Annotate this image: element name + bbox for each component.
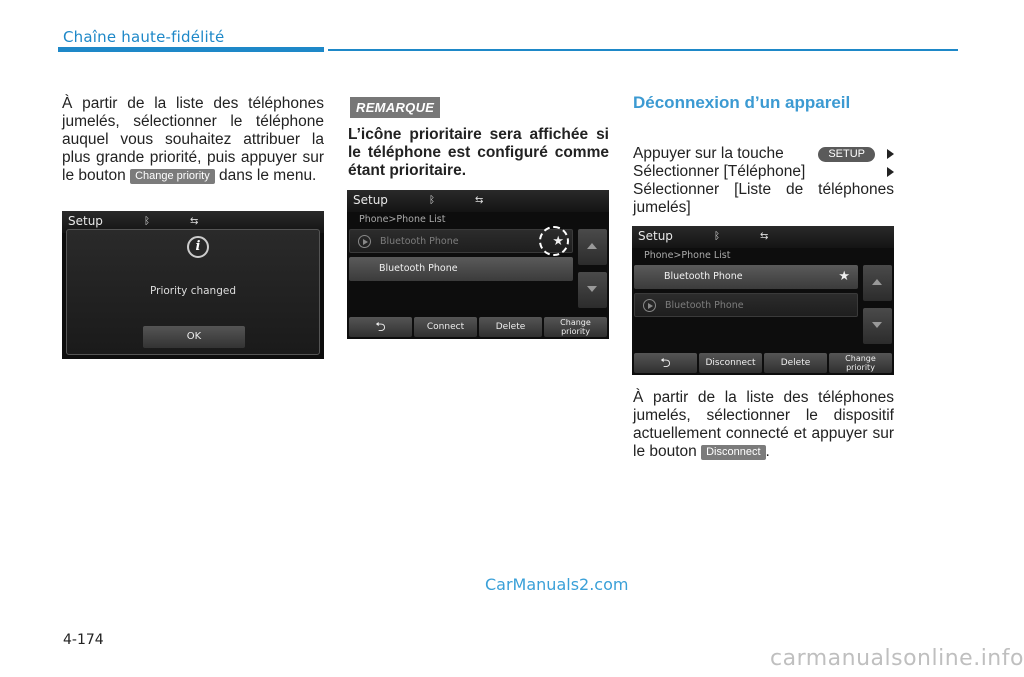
left-paragraph: [62, 95, 324, 185]
screen-topbar: [632, 226, 894, 248]
phone-name: Bluetooth Phone: [380, 236, 459, 247]
phone-list-item-selected[interactable]: [634, 265, 858, 289]
priority-popup: [66, 229, 320, 355]
section-title: Déconnexion d’un appareil: [633, 93, 851, 112]
chapter-title: Chaîne haute-fidélité: [63, 28, 225, 46]
screen-breadcrumb: Phone>Phone List: [644, 250, 731, 261]
right-para-tail: .: [765, 443, 770, 460]
delete-button[interactable]: Delete: [479, 317, 542, 337]
steps-paragraph: [633, 145, 894, 217]
screen-title: Setup: [638, 229, 673, 243]
popup-message: Priority changed: [149, 285, 236, 297]
phone-list-item-selected[interactable]: [349, 257, 573, 281]
step-key-group: [818, 147, 894, 162]
scroll-up-button[interactable]: [863, 265, 892, 301]
phone-list-screen-priority: [347, 190, 609, 339]
priority-star-callout: [539, 226, 569, 256]
right-para-text: À partir de la liste des téléphones jumelés, sélectionner le dispositif actuellement connecté et appuyer sur le bouton: [633, 389, 894, 460]
change-priority-button[interactable]: [829, 353, 892, 373]
watermark-link[interactable]: CarManuals2.com: [485, 575, 629, 594]
usb-icon: ⇆: [190, 216, 199, 227]
info-icon: i: [187, 236, 209, 258]
priority-changed-screen: [62, 211, 324, 359]
back-arrow-icon: ⮌: [660, 355, 671, 371]
scroll-up-button[interactable]: [578, 229, 607, 265]
screen-topbar: [347, 190, 609, 212]
right-paragraph: [633, 389, 894, 461]
disconnect-button-label: Disconnect: [701, 445, 765, 460]
left-para-text: À partir de la liste des téléphones jumelés, sélectionner le téléphone auquel vous souhaitez attribuer la plus grande priorité, puis appuyer sur le bouton: [62, 95, 324, 184]
header-rule-thin: [328, 49, 958, 51]
step-line: [633, 163, 894, 181]
step-1: Sélectionner [Téléphone]: [633, 163, 806, 180]
phone-list-item[interactable]: [634, 293, 858, 317]
delete-button[interactable]: Delete: [764, 353, 827, 373]
scroll-down-button[interactable]: [863, 308, 892, 344]
step-line: [633, 145, 894, 163]
bluetooth-icon: ᛒ: [714, 231, 720, 242]
usb-icon: ⇆: [475, 195, 484, 206]
arrow-icon: [887, 167, 894, 177]
note-label: REMARQUE: [350, 97, 440, 118]
phone-list-screen-disconnect: [632, 226, 894, 375]
bluetooth-icon: ᛒ: [429, 195, 435, 206]
play-icon: [358, 235, 371, 248]
phone-name: Bluetooth Phone: [379, 263, 458, 274]
usb-icon: ⇆: [760, 231, 769, 242]
ok-button[interactable]: OK: [143, 326, 245, 348]
phone-name: Bluetooth Phone: [665, 300, 744, 311]
bluetooth-icon: ᛒ: [144, 216, 150, 227]
site-watermark: carmanualsonline.info: [770, 646, 1024, 671]
screen-title: Setup: [353, 193, 388, 207]
screen-breadcrumb: Phone>Phone List: [359, 214, 446, 225]
disconnect-button[interactable]: Disconnect: [699, 353, 762, 373]
softkey-line-1: Change: [845, 354, 876, 363]
connect-button[interactable]: Connect: [414, 317, 477, 337]
back-button[interactable]: [349, 317, 412, 337]
step-2: Sélectionner [Liste de téléphones jumelés]: [633, 181, 894, 216]
star-icon: ★: [838, 269, 850, 284]
back-arrow-icon: ⮌: [375, 319, 386, 335]
screen-title: Setup: [68, 214, 103, 228]
scroll-down-button[interactable]: [578, 272, 607, 308]
step-prefix: Appuyer sur la touche: [633, 145, 784, 162]
softkey-line-2: priority: [846, 363, 875, 372]
setup-key: SETUP: [818, 147, 875, 162]
left-para-tail: dans le menu.: [219, 167, 317, 184]
phone-name: Bluetooth Phone: [664, 271, 743, 282]
note-text: L’icône prioritaire sera affichée si le téléphone est configuré comme étant prioritaire.: [348, 126, 609, 179]
change-priority-button-label: Change priority: [130, 169, 215, 184]
softkey-line-1: Change: [560, 318, 591, 327]
arrow-icon: [887, 149, 894, 159]
header-rule-thick: [58, 47, 324, 52]
softkey-line-2: priority: [561, 327, 590, 336]
back-button[interactable]: [634, 353, 697, 373]
change-priority-button[interactable]: [544, 317, 607, 337]
play-icon: [643, 299, 656, 312]
page-number: 4-174: [63, 632, 104, 648]
star-icon: ★: [552, 234, 564, 249]
